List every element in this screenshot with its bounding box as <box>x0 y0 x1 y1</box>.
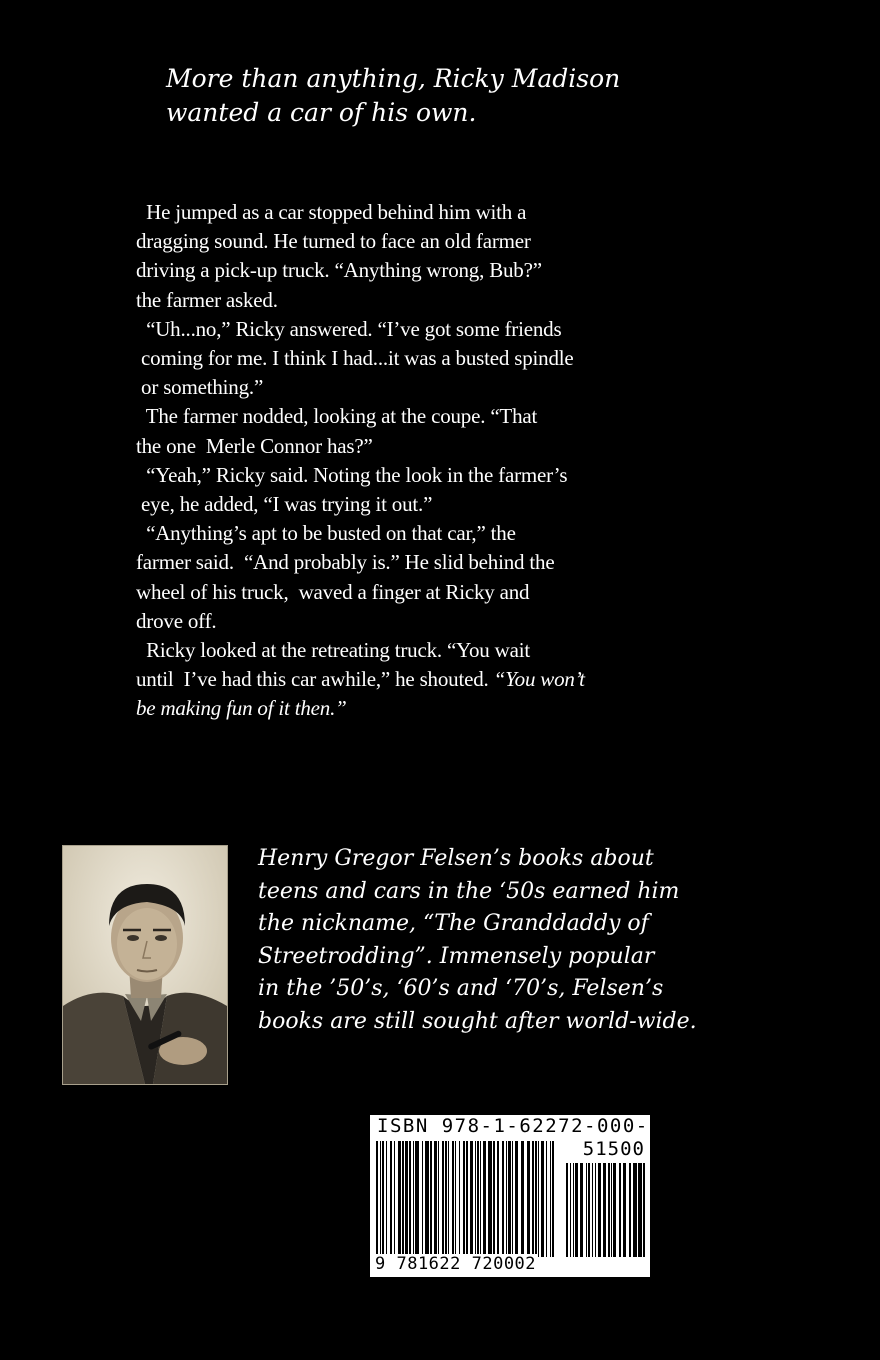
author-bio <box>258 843 748 1039</box>
excerpt-line: farmer said. “And probably is.” He slid behind the <box>136 550 555 575</box>
excerpt-line: Ricky looked at the retreating truck. “You wait <box>136 638 530 663</box>
tagline-line: wanted a car of his own. <box>166 98 477 127</box>
excerpt-line: be making fun of it then.” <box>136 696 347 721</box>
author-photo <box>62 845 228 1085</box>
excerpt-line: drove off. <box>136 608 217 633</box>
excerpt-line <box>136 665 656 694</box>
bio-line: books are still sought after world-wide. <box>258 1008 697 1034</box>
excerpt-line: dragging sound. He turned to face an old farmer <box>136 229 531 254</box>
excerpt-line: the one Merle Connor has?” <box>136 433 373 458</box>
bio-line: the nickname, “The Granddaddy of <box>258 911 649 937</box>
excerpt-line: or something.” <box>136 375 264 400</box>
excerpt-line: the farmer asked. <box>136 287 278 312</box>
excerpt-line: wheel of his truck, waved a finger at Ricky and <box>136 579 530 604</box>
author-portrait-icon <box>63 846 227 1084</box>
excerpt-line: driving a pick-up truck. “Anything wrong, Bub?” <box>136 258 542 283</box>
excerpt-line: coming for me. I think I had...it was a busted spindle <box>136 346 574 371</box>
bio-line: in the ’50’s, ‘60’s and ‘70’s, Felsen’s <box>258 976 664 1002</box>
excerpt <box>136 198 656 724</box>
bio-line: Streetrodding”. Immensely popular <box>258 943 655 969</box>
excerpt-line: He jumped as a car stopped behind him with a <box>136 200 527 224</box>
excerpt-line: eye, he added, “I was trying it out.” <box>136 492 433 517</box>
excerpt-line: The farmer nodded, looking at the coupe. “That <box>136 404 538 429</box>
excerpt-italic-tail: “You won’t <box>493 667 585 692</box>
excerpt-line-text: until I’ve had this car awhile,” he shouted. <box>136 667 494 692</box>
tagline <box>166 62 686 130</box>
ean-digits: 9 781622 720002 <box>375 1254 537 1274</box>
isbn-label: ISBN 978-1-62272-000-2 <box>377 1115 662 1137</box>
bio-line: teens and cars in the ‘50s earned him <box>258 878 680 904</box>
isbn-barcode <box>370 1115 662 1277</box>
tagline-line: More than anything, Ricky Madison <box>166 64 621 93</box>
excerpt-line: “Yeah,” Ricky said. Noting the look in the farmer’s <box>136 462 568 487</box>
excerpt-line: “Anything’s apt to be busted on that car,” the <box>136 521 516 546</box>
bio-line: Henry Gregor Felsen’s books about <box>258 846 654 871</box>
price-code: 51500 <box>582 1138 645 1160</box>
excerpt-line: “Uh...no,” Ricky answered. “I’ve got some friends <box>136 316 562 341</box>
